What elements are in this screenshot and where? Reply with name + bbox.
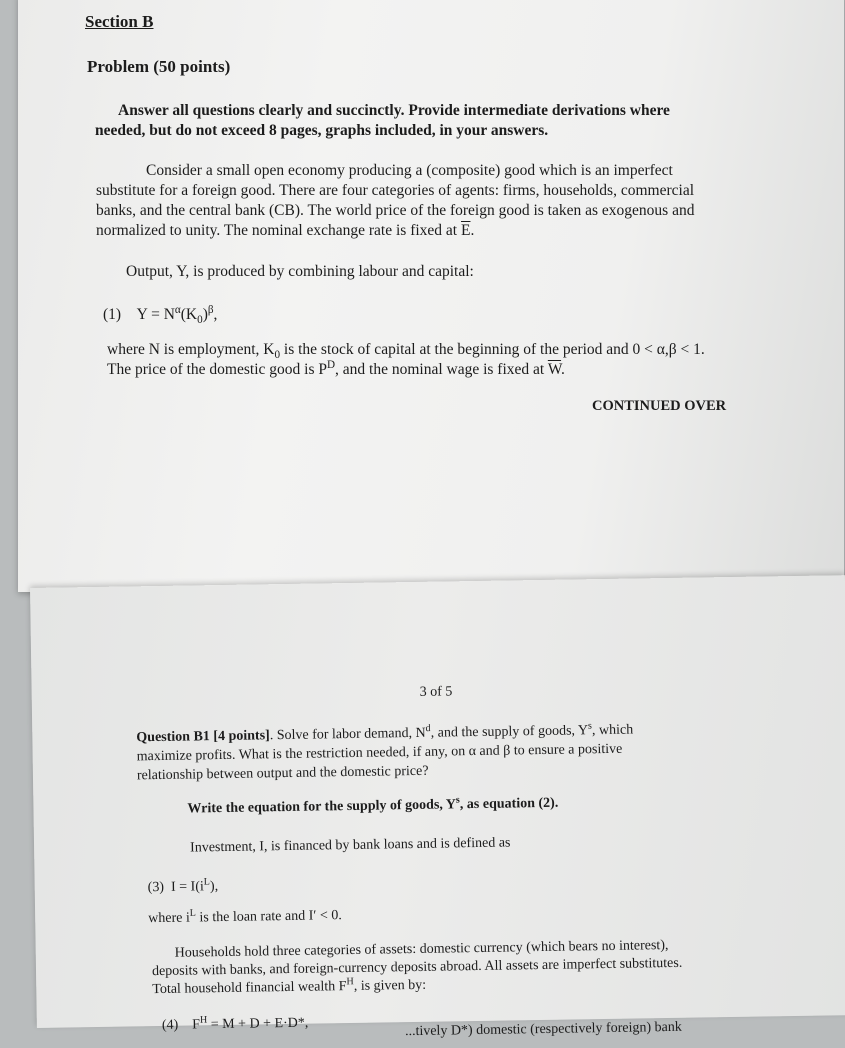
page-top-sheet bbox=[18, 0, 844, 592]
where-line-2: The price of the domestic good is $P^D$, and the nominal wage is fixed at $\overline{W}$. bbox=[107, 358, 565, 378]
investment-intro: Investment, I, is financed by bank loans and is defined as bbox=[189, 835, 511, 856]
households-line-3: Total household financial wealth $F^H$, is given by: bbox=[152, 976, 427, 998]
intro-line-3: banks, and the central bank (CB). The world price of the foreign good is taken as exogenous and bbox=[96, 202, 695, 219]
question-b1-line-1: Question B1 [4 points]. Solve for labor demand, $N^d$, and the supply of goods, $Y^s$, which bbox=[136, 720, 634, 746]
page-bottom-sheet bbox=[30, 575, 845, 1040]
intro-line-2: substitute for a foreign good. There are four categories of agents: firms, households, commercial bbox=[96, 182, 694, 199]
equation-3: (3) $I = I(i^L)$, bbox=[147, 876, 219, 896]
section-title: Section B bbox=[85, 12, 154, 31]
page-number: 3 of 5 bbox=[419, 684, 453, 700]
intro-line-4: normalized to unity. The nominal exchange rate is fixed at $\overline{E}$. bbox=[96, 222, 475, 239]
equation-number: (1) bbox=[103, 306, 122, 323]
households-line-1: Households hold three categories of assets: domestic currency (which bears no interest), bbox=[174, 938, 669, 961]
instructions-line-2: needed, but do not exceed 8 pages, graphs included, in your answers. bbox=[95, 122, 549, 139]
households-line-2: deposits with banks, and foreign-currency deposits abroad. All assets are imperfect substitutes. bbox=[151, 955, 683, 980]
wage-symbol: $\overline{W}$ bbox=[547, 361, 562, 378]
equation-4: (4) $F^H = M + D + E\cdot D*$, bbox=[161, 1014, 309, 1033]
question-b1-line-3: relationship between output and the domestic price? bbox=[136, 763, 429, 784]
where-line-3: where $i^L$ is the loan rate and I′ < 0. bbox=[148, 907, 342, 927]
exchange-rate-symbol: $\overline{E}$ bbox=[461, 222, 471, 239]
where-line-1: where N is employment, $K_0$ is the stock of capital at the beginning of the period and 0 < α,β < 1. bbox=[107, 341, 705, 362]
instructions-line-1: Answer all questions clearly and succinctly. Provide intermediate derivations where bbox=[118, 102, 670, 119]
question-b1-label: Question B1 [4 points] bbox=[136, 728, 270, 746]
equation-1: (1) $Y = N^\alpha(K_0)^\beta$, bbox=[103, 303, 218, 327]
intro-line-1: Consider a small open economy producing a (composite) good which is an imperfect bbox=[146, 162, 673, 179]
output-intro: Output, Y, is produced by combining labour and capital: bbox=[126, 263, 474, 280]
write-equation-2: Write the equation for the supply of goods, $Y^s$, as equation (2). bbox=[187, 794, 559, 817]
question-b1-line-2: maximize profits. What is the restriction needed, if any, on α and β to ensure a positive bbox=[136, 741, 623, 765]
continued-over-note: CONTINUED OVER bbox=[592, 398, 727, 414]
problem-title: Problem (50 points) bbox=[87, 57, 231, 76]
cutoff-line: ...tively D*) domestic (respectively foreign) bank bbox=[404, 1019, 682, 1040]
